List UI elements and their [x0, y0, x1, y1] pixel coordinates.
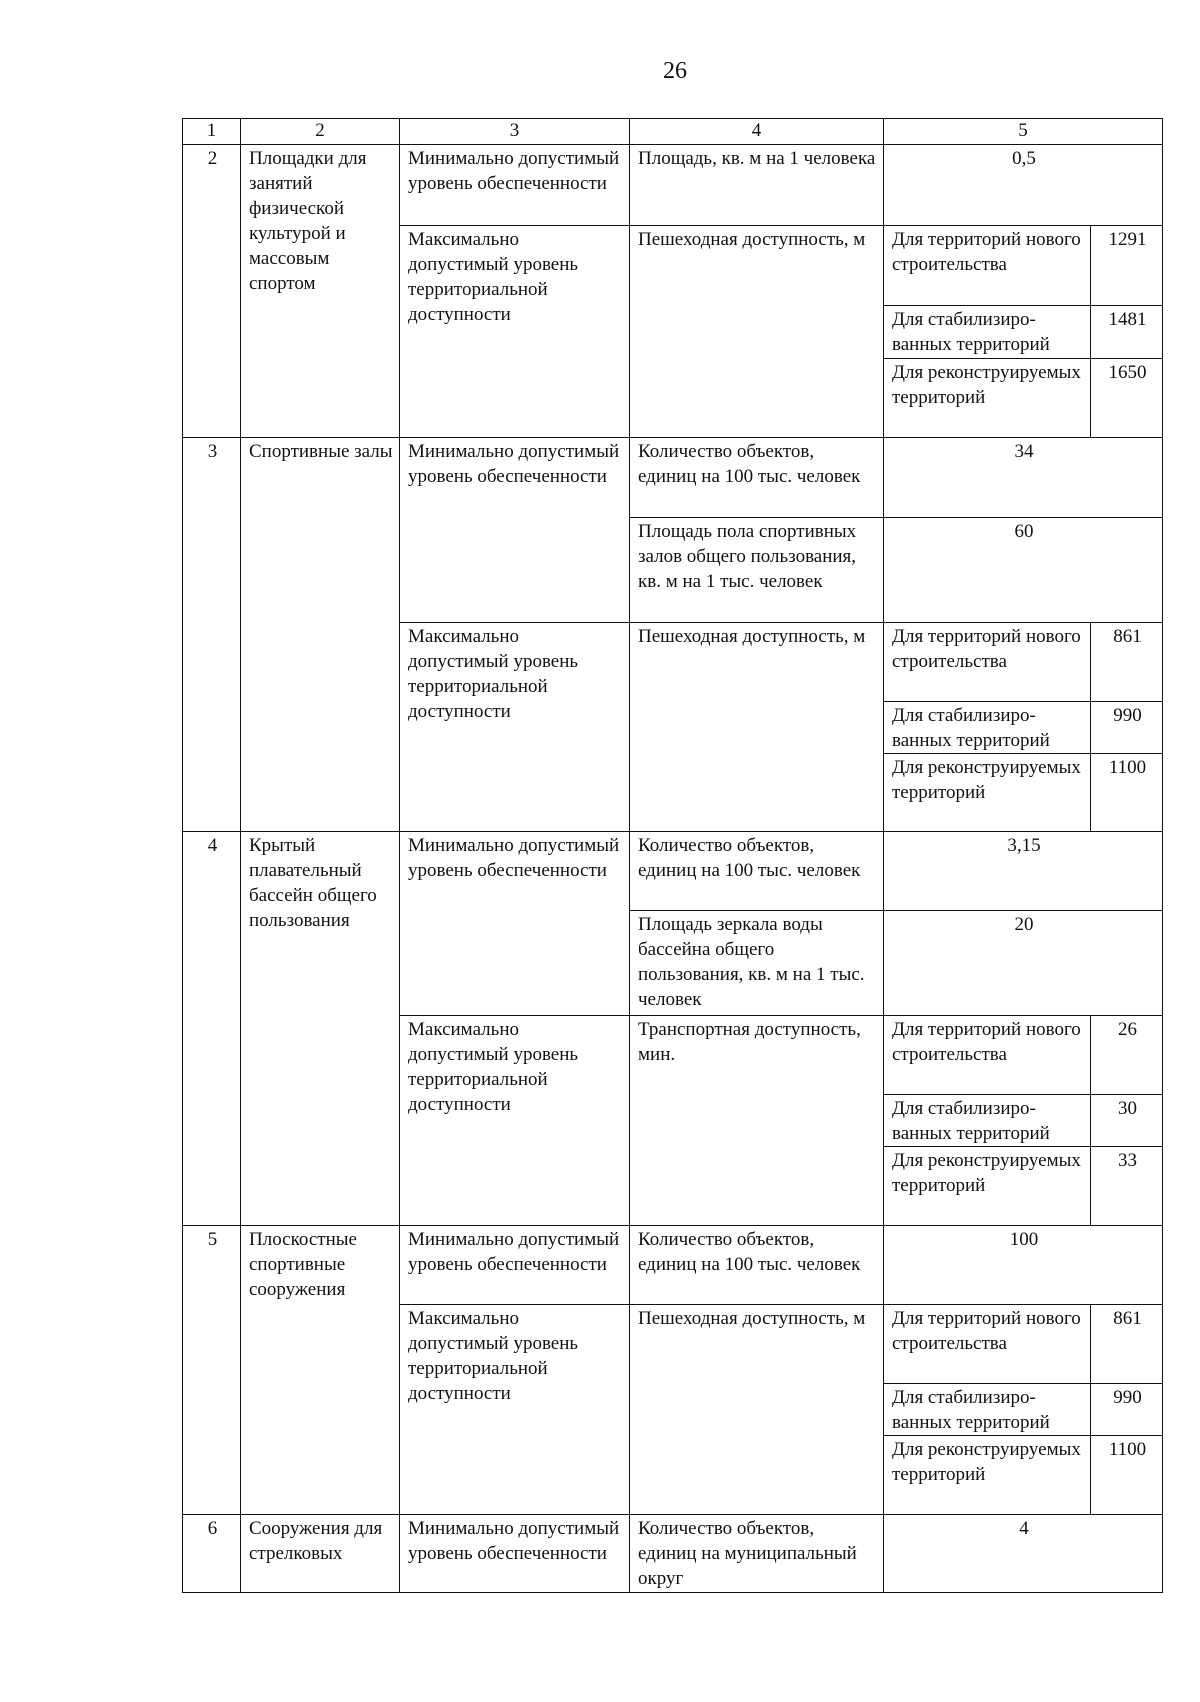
indicator: Количество объектов, единиц на 100 тыс. человек [630, 1226, 884, 1305]
territory-type: Для реконструируемых территорий [884, 1436, 1091, 1515]
provision-level: Минимально допустимый уровень обеспеченности [400, 438, 630, 623]
access-value: 1100 [1091, 1436, 1163, 1515]
object-name: Площадки для занятий физической культурой и массовым спортом [241, 145, 400, 438]
header-cell-2: 2 [241, 119, 400, 145]
access-indicator: Пешеходная доступность, м [630, 1305, 884, 1515]
header-cell-5: 5 [884, 119, 1163, 145]
table-row [183, 1515, 1163, 1593]
territory-type: Для реконструируемых территорий [884, 754, 1091, 832]
row-number: 5 [183, 1226, 241, 1515]
territory-type: Для стабилизиро-ванных территорий [884, 1384, 1091, 1436]
access-value: 990 [1091, 1384, 1163, 1436]
norms-table [182, 118, 1163, 1593]
header-cell-4: 4 [630, 119, 884, 145]
provision-level: Минимально допустимый уровень обеспеченности [400, 1515, 630, 1593]
object-name: Крытый плавательный бассейн общего пользования [241, 832, 400, 1226]
access-level: Максимально допустимый уровень территориальной доступности [400, 623, 630, 832]
header-row [183, 119, 1163, 145]
indicator: Количество объектов, единиц на муниципальный округ [630, 1515, 884, 1593]
indicator-value: 100 [884, 1226, 1163, 1305]
access-indicator: Пешеходная доступность, м [630, 623, 884, 832]
indicator: Площадь, кв. м на 1 человека [630, 145, 884, 226]
object-name: Плоскостные спортивные сооружения [241, 1226, 400, 1515]
access-value: 30 [1091, 1095, 1163, 1147]
access-indicator: Транспортная доступность, мин. [630, 1016, 884, 1226]
table-row [183, 832, 1163, 911]
access-value: 990 [1091, 702, 1163, 754]
territory-type: Для территорий нового строительства [884, 1016, 1091, 1095]
access-value: 1291 [1091, 226, 1163, 306]
territory-type: Для реконструируемых территорий [884, 359, 1091, 438]
indicator-value: 34 [884, 438, 1163, 518]
access-indicator: Пешеходная доступность, м [630, 226, 884, 438]
access-value: 26 [1091, 1016, 1163, 1095]
access-level: Максимально допустимый уровень территориальной доступности [400, 226, 630, 438]
indicator-value: 20 [884, 911, 1163, 1016]
header-cell-3: 3 [400, 119, 630, 145]
territory-type: Для реконструируемых территорий [884, 1147, 1091, 1226]
territory-type: Для территорий нового строительства [884, 226, 1091, 306]
access-value: 1100 [1091, 754, 1163, 832]
provision-level: Минимально допустимый уровень обеспеченности [400, 145, 630, 226]
row-number: 4 [183, 832, 241, 1226]
indicator-value: 60 [884, 518, 1163, 623]
access-level: Максимально допустимый уровень территориальной доступности [400, 1305, 630, 1515]
access-value: 1650 [1091, 359, 1163, 438]
indicator: Количество объектов, единиц на 100 тыс. человек [630, 438, 884, 518]
indicator-value: 3,15 [884, 832, 1163, 911]
access-value: 1481 [1091, 306, 1163, 359]
object-name: Сооружения для стрелковых [241, 1515, 400, 1593]
territory-type: Для стабилизиро-ванных территорий [884, 306, 1091, 359]
territory-type: Для территорий нового строительства [884, 623, 1091, 702]
indicator-value: 0,5 [884, 145, 1163, 226]
access-level: Максимально допустимый уровень территориальной доступности [400, 1016, 630, 1226]
page-number: 26 [663, 58, 687, 84]
territory-type: Для стабилизиро-ванных территорий [884, 702, 1091, 754]
table-row [183, 438, 1163, 518]
header-cell-1: 1 [183, 119, 241, 145]
access-value: 861 [1091, 623, 1163, 702]
row-number: 2 [183, 145, 241, 438]
table-row [183, 1226, 1163, 1305]
access-value: 33 [1091, 1147, 1163, 1226]
indicator: Количество объектов, единиц на 100 тыс. человек [630, 832, 884, 911]
provision-level: Минимально допустимый уровень обеспеченности [400, 1226, 630, 1305]
indicator: Площадь пола спортивных залов общего пользования, кв. м на 1 тыс. человек [630, 518, 884, 623]
territory-type: Для территорий нового строительства [884, 1305, 1091, 1384]
provision-level: Минимально допустимый уровень обеспеченности [400, 832, 630, 1016]
indicator: Площадь зеркала воды бассейна общего пользования, кв. м на 1 тыс. человек [630, 911, 884, 1016]
table-row [183, 145, 1163, 226]
row-number: 6 [183, 1515, 241, 1593]
indicator-value: 4 [884, 1515, 1163, 1593]
row-number: 3 [183, 438, 241, 832]
territory-type: Для стабилизиро-ванных территорий [884, 1095, 1091, 1147]
object-name: Спортивные залы [241, 438, 400, 832]
access-value: 861 [1091, 1305, 1163, 1384]
